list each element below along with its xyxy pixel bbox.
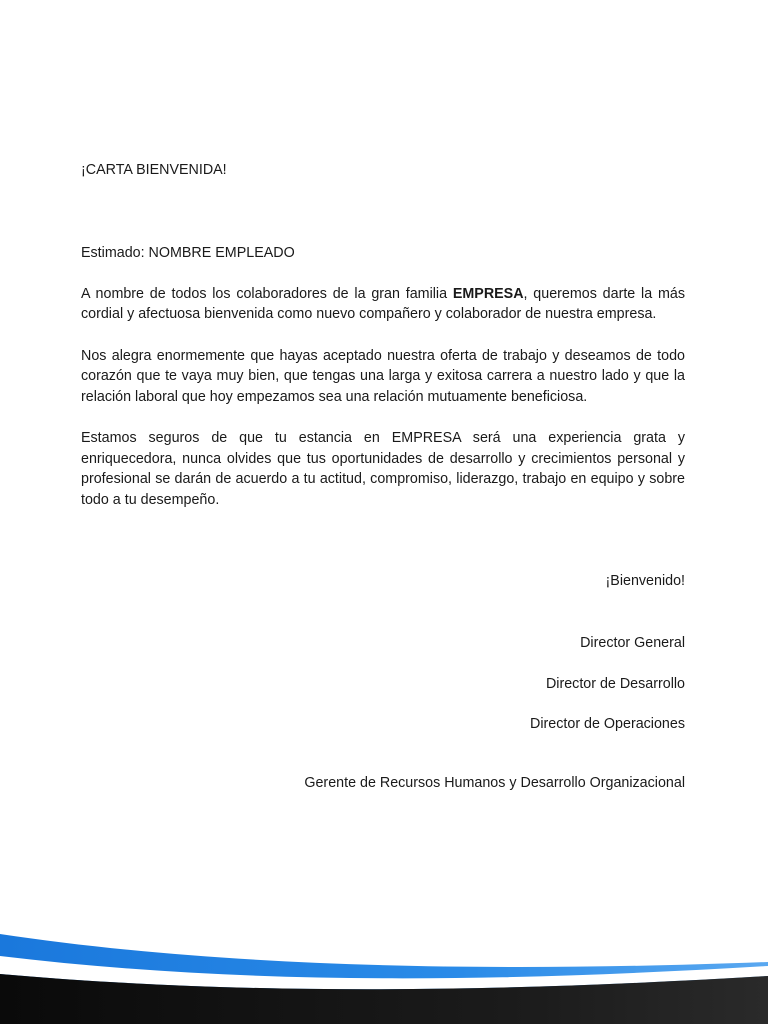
letter-body	[81, 160, 685, 793]
paragraph-1-end: , queremos darte la más cordial y afectuosa bienvenida como nuevo compañero y colaborador de nuestra empresa.	[81, 285, 685, 323]
footer-wave-decoration	[0, 934, 768, 1024]
paragraph-2: Nos alegra enormemente que hayas aceptado nuestra oferta de trabajo y deseamos de todo corazón que te vaya muy bien, que tengas una larga y exitosa carrera a nuestro lado y que la relación laboral que hoy empezamos sea una relación mutuamente beneficiosa.	[81, 347, 685, 405]
closing-line: ¡Bienvenido!	[605, 573, 685, 590]
signature-director-desarrollo: Director de Desarrollo	[545, 675, 685, 692]
signature-director-operaciones: Director de Operaciones	[530, 716, 685, 733]
signature-director-general: Director General	[580, 634, 685, 651]
greeting-line: Estimado: NOMBRE EMPLEADO	[81, 244, 295, 261]
paragraph-1	[81, 284, 685, 325]
paragraph-1-start: A nombre de todos los colaboradores de la gran familia	[81, 285, 453, 302]
letter-title: ¡CARTA BIENVENIDA!	[81, 162, 227, 178]
paragraph-3: Estamos seguros de que tu estancia en EMPRESA será una experiencia grata y enriquecedora, nunca olvides que tus oportunidades de desarrollo y crecimientos personal y profesional se darán de acuerdo a tu actitud, compromiso, liderazgo, trabajo en equipo y sobre todo a tu desempeño.	[81, 429, 685, 508]
signature-gerente-rrhh: Gerente de Recursos Humanos y Desarrollo Organizacional	[304, 774, 685, 791]
company-name: EMPRESA	[452, 285, 524, 302]
